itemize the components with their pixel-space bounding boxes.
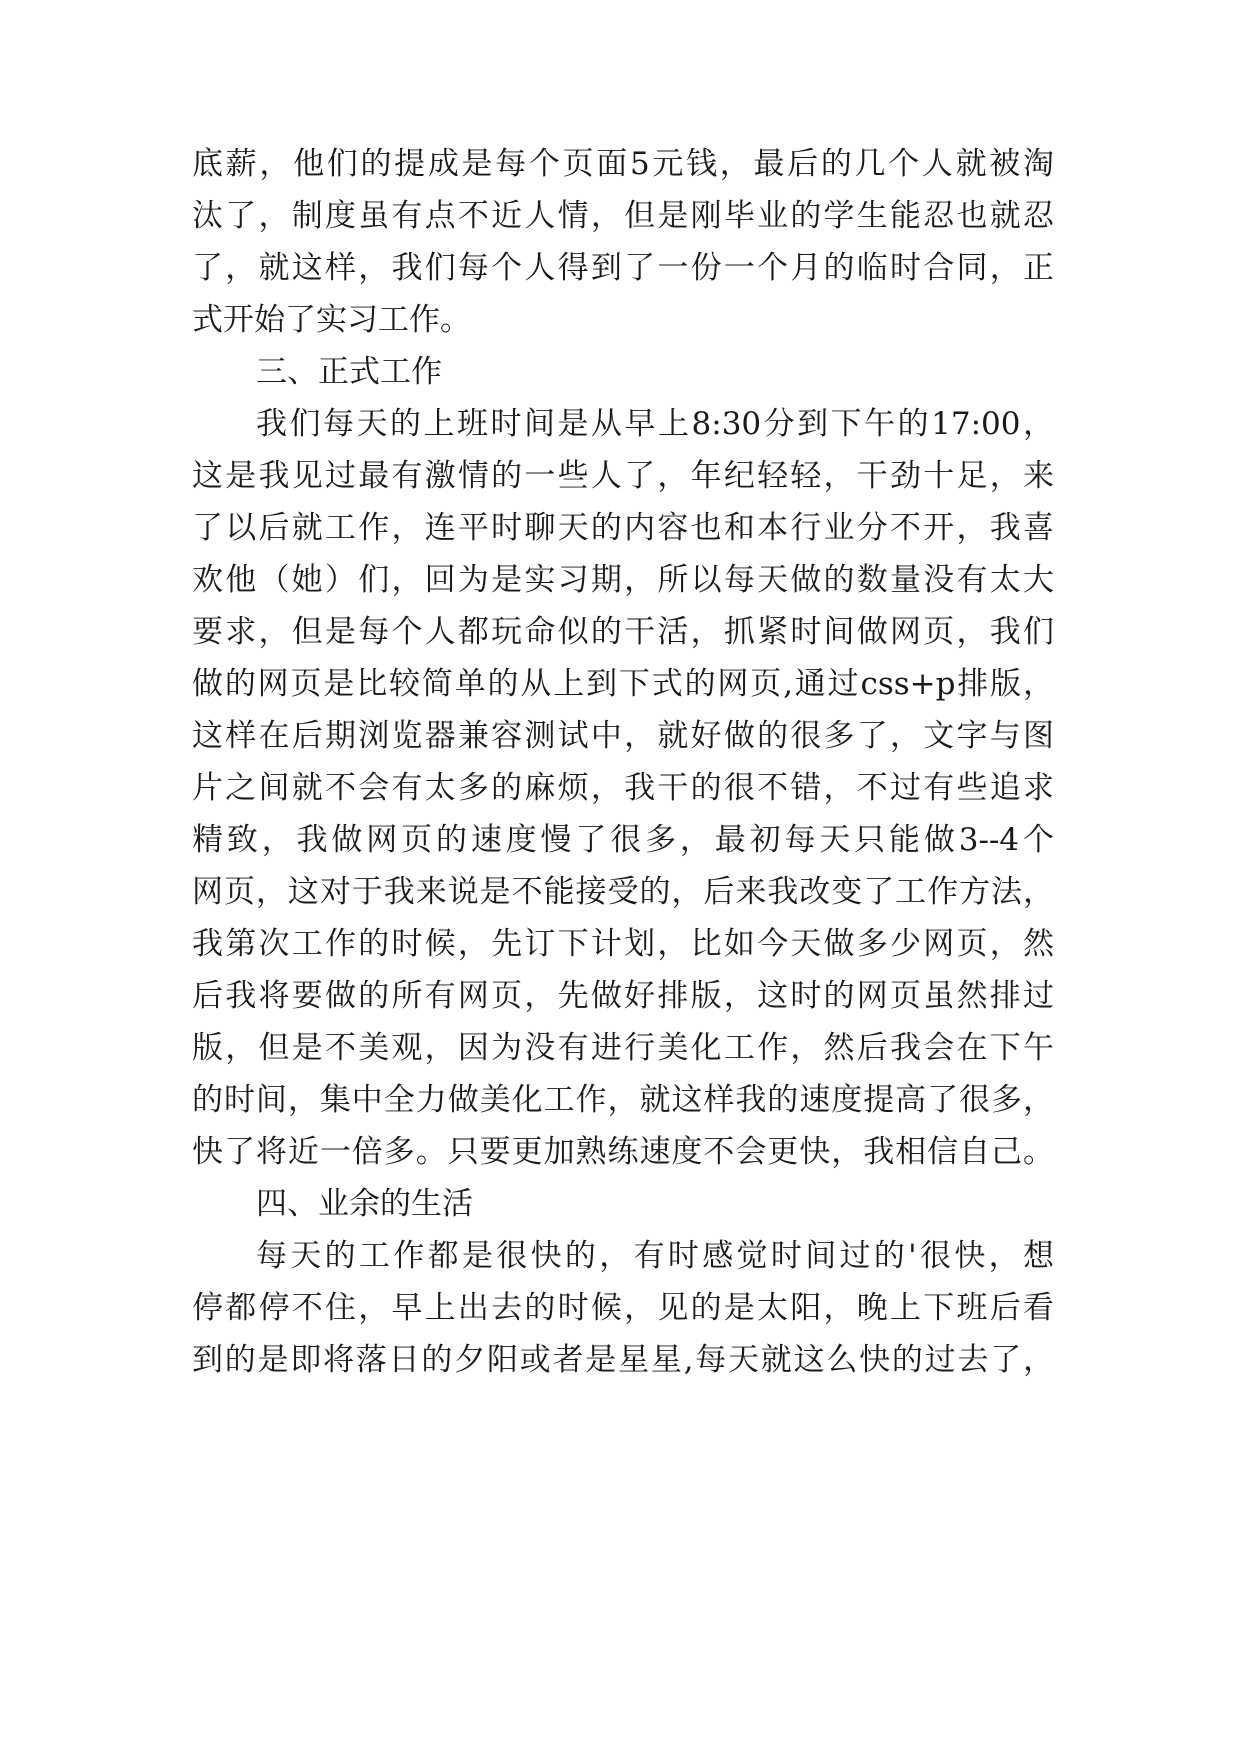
paragraph-line: 式开始了实习工作。 [192, 302, 471, 338]
paragraph-line: 了，就这样，我们每个人得到了一份一个月的临时合同，正 [192, 250, 1054, 286]
paragraph-line: 精致，我做网页的速度慢了很多，最初每天只能做3--4个 [192, 822, 1054, 858]
section-heading: 四、业余的生活 [256, 1186, 473, 1222]
paragraph-line: 这样在后期浏览器兼容测试中，就好做的很多了，文字与图 [192, 718, 1054, 754]
paragraph-line: 后我将要做的所有网页，先做好排版，这时的网页虽然排过 [192, 978, 1054, 1014]
paragraph-line: 我们每天的上班时间是从早上8:30分到下午的17:00， [256, 406, 1054, 442]
paragraph-line: 到的是即将落日的夕阳或者是星星,每天就这么快的过去了， [192, 1342, 1054, 1378]
paragraph-line: 快了将近一倍多。只要更加熟练速度不会更快，我相信自己。 [192, 1134, 1054, 1170]
paragraph-line: 底薪，他们的提成是每个页面5元钱，最后的几个人就被淘 [192, 146, 1054, 182]
paragraph-line: 汰了，制度虽有点不近人情，但是刚毕业的学生能忍也就忍 [192, 198, 1054, 234]
paragraph-line: 片之间就不会有太多的麻烦，我干的很不错，不过有些追求 [192, 770, 1054, 806]
section-heading: 三、正式工作 [256, 354, 442, 390]
paragraph-line: 的时间，集中全力做美化工作，就这样我的速度提高了很多， [192, 1082, 1054, 1118]
paragraph-line: 要求，但是每个人都玩命似的干活，抓紧时间做网页，我们 [192, 614, 1054, 650]
paragraph-line: 做的网页是比较简单的从上到下式的网页,通过css+p排版， [192, 666, 1054, 702]
paragraph-line: 了以后就工作，连平时聊天的内容也和本行业分不开，我喜 [192, 510, 1054, 546]
paragraph-line: 我第次工作的时候，先订下计划，比如今天做多少网页，然 [192, 926, 1054, 962]
paragraph-line: 停都停不住，早上出去的时候，见的是太阳，晚上下班后看 [192, 1290, 1054, 1326]
paragraph-line: 每天的工作都是很快的，有时感觉时间过的'很快，想 [256, 1238, 1054, 1274]
paragraph-line: 网页，这对于我来说是不能接受的，后来我改变了工作方法， [192, 874, 1054, 910]
paragraph-line: 欢他（她）们，回为是实习期，所以每天做的数量没有太大 [192, 562, 1054, 598]
paragraph-line: 版，但是不美观，因为没有进行美化工作，然后我会在下午 [192, 1030, 1054, 1066]
paragraph-line: 这是我见过最有激情的一些人了，年纪轻轻，干劲十足，来 [192, 458, 1054, 494]
